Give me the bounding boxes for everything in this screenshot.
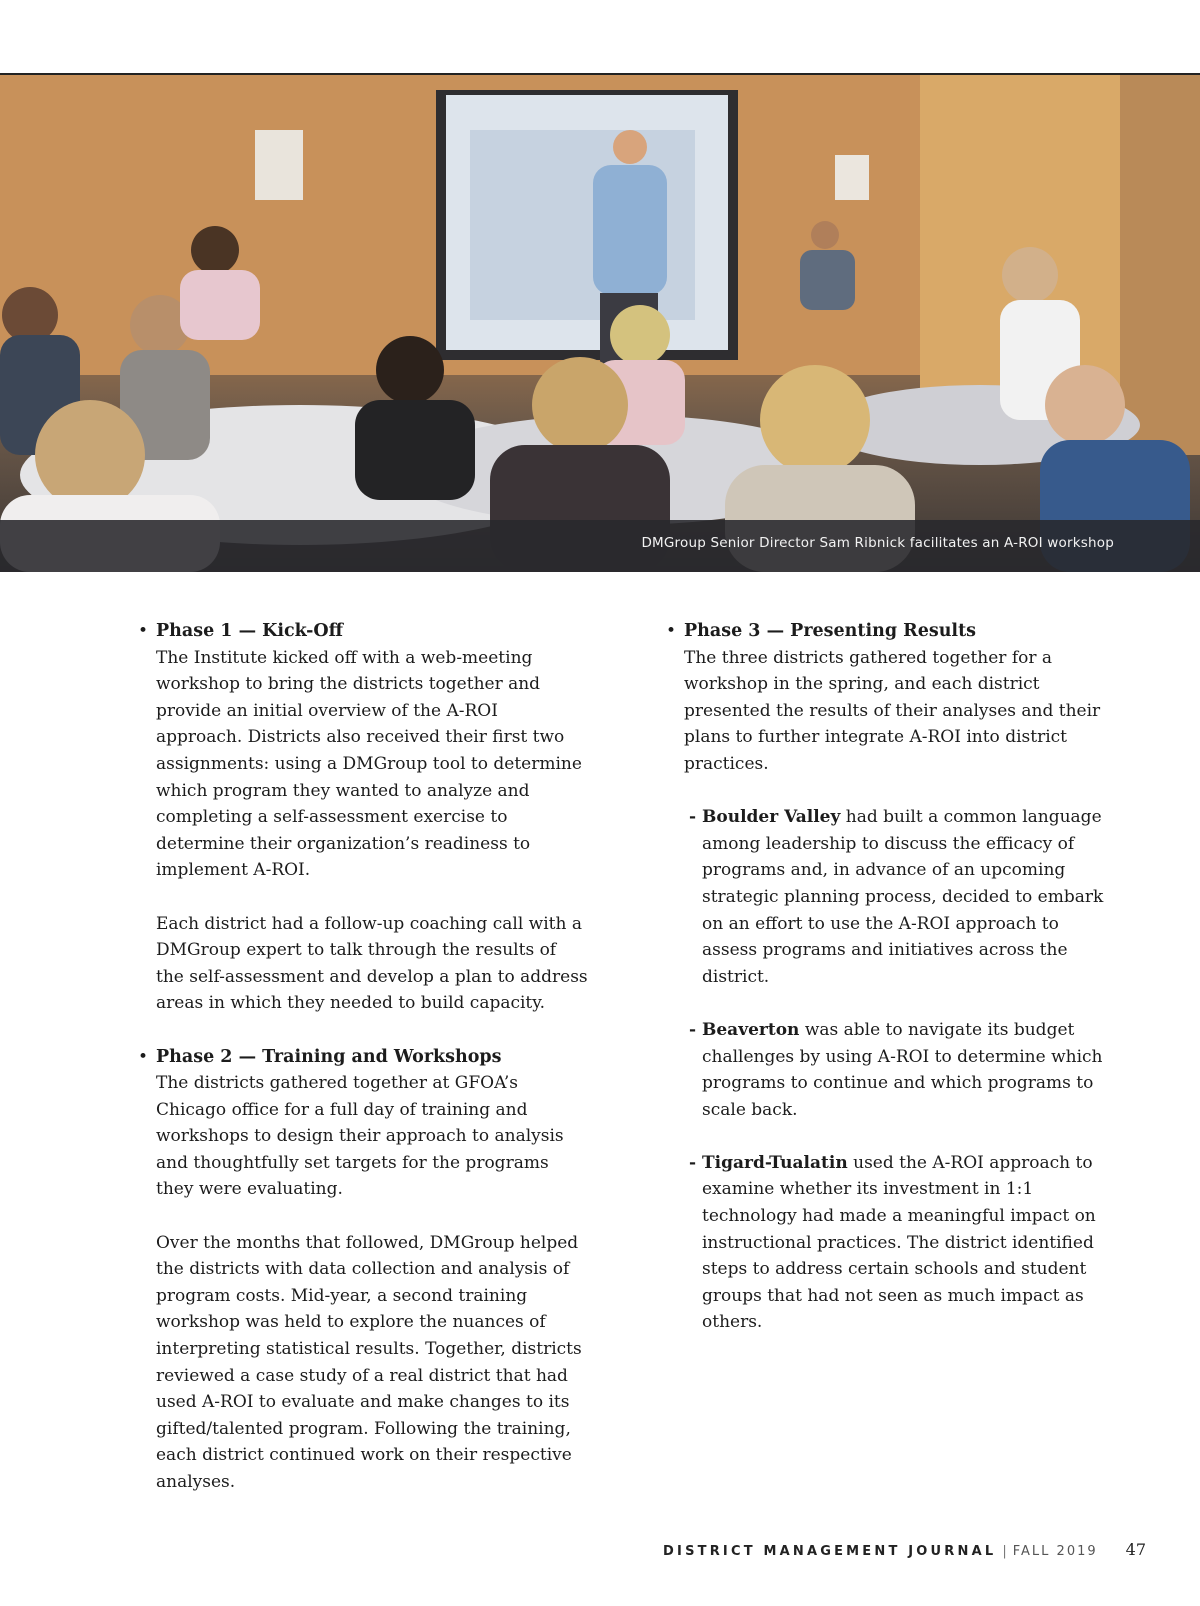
left-column [138,618,588,1496]
district-text: had built a common language among leadership to discuss the efficacy of programs and, in advance of an upcoming strategic planning process, decided to embark on an effort to use the A-ROI approach to assess programs and initiatives across the district. [702,807,1104,987]
district-name: Tigard-Tualatin [702,1152,848,1173]
issue-label: FALL 2019 [1012,1544,1098,1559]
district-name: Beaverton [702,1019,800,1040]
page-footer [663,1540,1146,1559]
page-number: 47 [1125,1540,1146,1559]
phase-1-paragraph-1: The Institute kicked off with a web-meeting workshop to bring the districts together and provide an initial overview of the A-ROI approach. Districts also received their first two assignments: using a DMGroup tool to determine which program they wanted to analyze and completing a self-assessment exercise to determine their organization’s readiness to implement A-ROI. [156,647,582,881]
footer-separator: | [1002,1544,1007,1559]
workshop-photo [0,73,1200,572]
district-item-boulder-valley [666,804,1116,990]
bullet-icon: • [666,621,677,641]
phase-3-heading: Phase 3 — Presenting Results [684,621,977,641]
journal-title: DISTRICT MANAGEMENT JOURNAL [663,1544,997,1559]
photo-caption: DMGroup Senior Director Sam Ribnick facilitates an A-ROI workshop [641,535,1114,551]
bullet-icon: • [138,621,149,641]
dash-marker: - [689,807,697,828]
district-text: was able to navigate its budget challenges by using A-ROI to determine which programs to continue and which programs to scale back. [702,1019,1103,1120]
phase-3-paragraph-1: The three districts gathered together for a workshop in the spring, and each district presented the results of their analyses and their plans to further integrate A-ROI into district practices. [684,647,1101,774]
district-text: used the A-ROI approach to examine whether its investment in 1:1 technology had made a meaningful impact on instructional practices. The district identified steps to address certain schools and student groups that had not seen as much impact as others. [702,1152,1096,1333]
phase-2-paragraph-2: Over the months that followed, DMGroup helped the districts with data collection and analysis of program costs. Mid-year, a second training workshop was held to explore the nuances of interpreting statistical results. Together, districts reviewed a case study of a real district that had used A-ROI to evaluate and make changes to its gifted/talented program. Following the training, each district continued work on their respective analyses. [156,1232,582,1492]
bullet-icon: • [138,1046,149,1067]
right-column [666,618,1116,1336]
dash-marker: - [689,1152,697,1173]
workshop-photo-illustration [0,75,1200,572]
phase-1-heading: Phase 1 — Kick-Off [156,621,343,641]
phase-2-paragraph-1: The districts gathered together at GFOA’s Chicago office for a full day of training and workshops to design their approach to analysis and thoughtfully set targets for the programs they were evaluating. [156,1073,564,1200]
dash-marker: - [689,1019,697,1040]
caption-bar [0,520,1200,572]
district-item-beaverton [666,1017,1116,1123]
phase-2-heading: Phase 2 — Training and Workshops [156,1046,502,1067]
phase-1-section [138,618,588,1017]
phase-1-paragraph-2: Each district had a follow-up coaching call with a DMGroup expert to talk through the results of the self-assessment and develop a plan to address areas in which they needed to build capacity. [156,913,588,1014]
phase-2-section [138,1044,588,1496]
phase-3-section [666,618,1116,778]
district-name: Boulder Valley [702,807,841,828]
district-item-tigard-tualatin [666,1150,1116,1336]
